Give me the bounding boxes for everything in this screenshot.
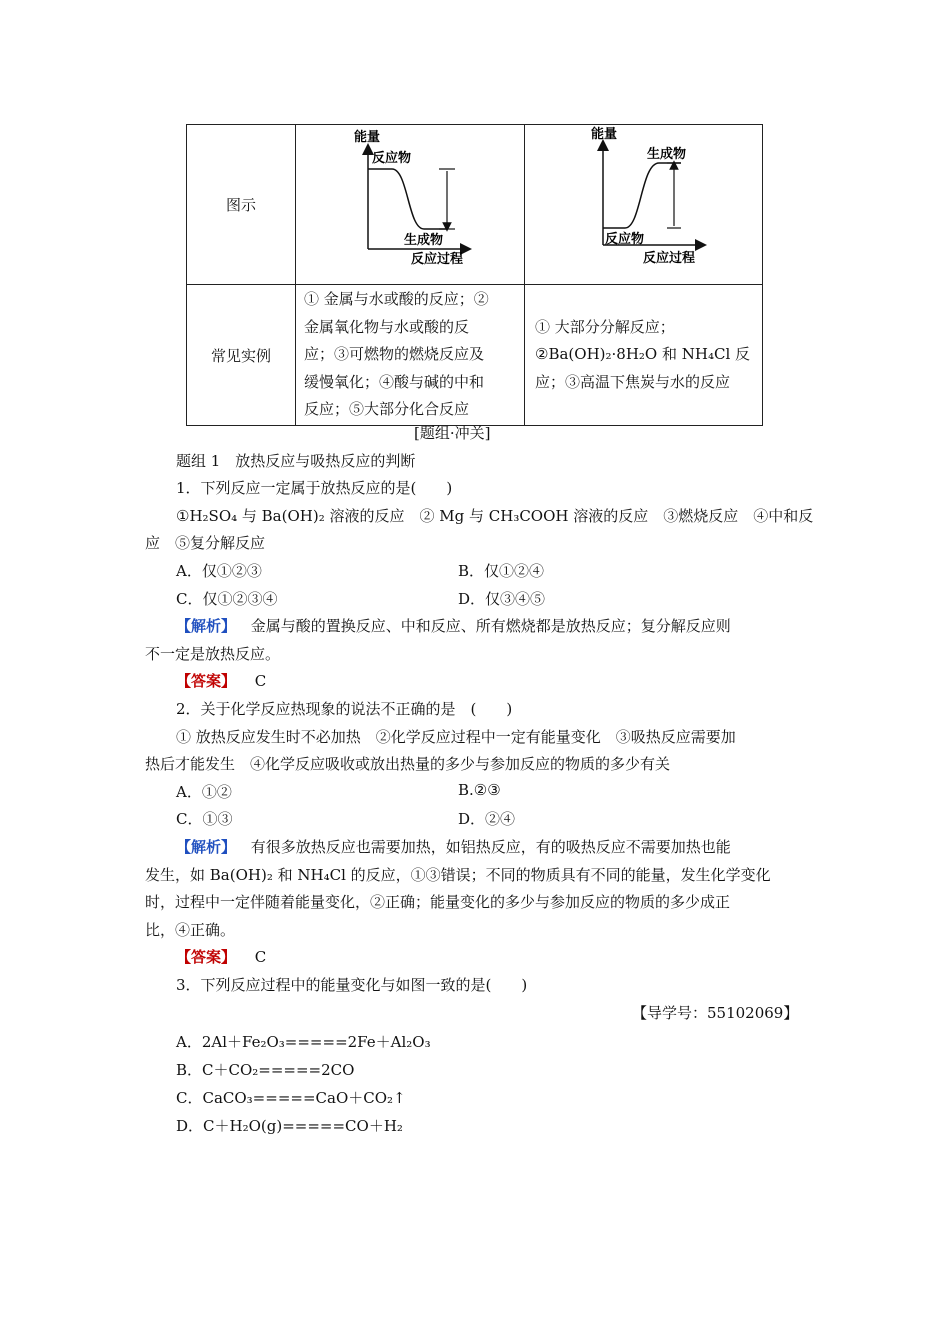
- endothermic-examples: [525, 285, 763, 426]
- endothermic-energy-diagram: [525, 125, 762, 280]
- row-label-diagram: 图示: [187, 125, 296, 285]
- energy-curve: [368, 169, 446, 229]
- q2-option-a: A．①②: [176, 783, 232, 801]
- section-header: [题组·冲关]: [414, 424, 491, 442]
- q3-option-d: D．C＋H₂O(g)=====CO＋H₂: [176, 1117, 403, 1135]
- q3-option-b: B．C＋CO₂=====2CO: [176, 1061, 355, 1079]
- analysis-text: 有很多放热反应也需要加热，如铝热反应，有的吸热反应不需要加热也能: [250, 838, 731, 856]
- q1-answer: [176, 670, 266, 691]
- q3-guide-number: 【导学号：55102069】: [632, 1004, 799, 1022]
- q2-analysis-line3: 时，过程中一定伴随着能量变化，②正确；能量变化的多少与参加反应的物质的多少成正: [145, 893, 731, 911]
- example-line: ②Ba(OH)₂·8H₂O 和 NH₄Cl 反: [535, 345, 751, 364]
- q1-option-b: B．仅①②④: [458, 562, 545, 580]
- q1-option-a: A．仅①②③: [176, 562, 262, 580]
- analysis-tag: 【解析】: [176, 617, 237, 635]
- example-line: 缓慢氧化；④酸与碱的中和: [304, 372, 485, 391]
- q1-stem: 1．下列反应一定属于放热反应的是( ): [176, 479, 453, 497]
- example-line: 反应；⑤大部分化合反应: [304, 400, 470, 419]
- q2-option-d: D．②④: [458, 810, 516, 828]
- group-title: 题组 1 放热反应与吸热反应的判断: [176, 452, 416, 470]
- y-axis-label: 能量: [354, 130, 381, 145]
- table-row-examples: [187, 285, 763, 426]
- q1-items-line1: ①H₂SO₄ 与 Ba(OH)₂ 溶液的反应 ② Mg 与 CH₃COOH 溶液的反应 ③燃烧反应 ④中和反: [176, 507, 814, 525]
- reactant-label: 反应物: [372, 151, 412, 166]
- product-label: 生成物: [647, 147, 687, 162]
- example-line: ① 大部分分解反应；: [535, 317, 675, 336]
- q2-analysis-line1: [176, 836, 731, 857]
- analysis-text: 金属与酸的置换反应、中和反应、所有燃烧都是放热反应；复分解反应则: [250, 617, 731, 635]
- q2-option-b: B.②③: [458, 781, 501, 799]
- answer-value: C: [254, 672, 267, 690]
- exothermic-examples: [296, 285, 525, 426]
- example-line: 应；③高温下焦炭与水的反应: [535, 372, 731, 391]
- q2-option-c: C．①③: [176, 810, 233, 828]
- q3-option-a: A．2Al＋Fe₂O₃=====2Fe＋Al₂O₃: [176, 1033, 431, 1051]
- reaction-type-table: [186, 124, 763, 426]
- example-line: 金属氧化物与水或酸的反: [304, 317, 470, 336]
- answer-tag: 【答案】: [176, 672, 237, 690]
- q2-analysis-line4: 比，④正确。: [145, 921, 236, 939]
- y-axis-label: 能量: [591, 127, 618, 142]
- energy-curve: [603, 163, 681, 228]
- exothermic-diagram-cell: [296, 125, 525, 285]
- q1-items-line2: 应 ⑤复分解反应: [145, 534, 266, 552]
- q2-items-line1: ① 放热反应发生时不必加热 ②化学反应过程中一定有能量变化 ③吸热反应需要加: [176, 728, 736, 746]
- x-axis-label: 反应过程: [411, 252, 464, 267]
- table-row-diagram: [187, 125, 763, 285]
- analysis-tag: 【解析】: [176, 838, 237, 856]
- endothermic-diagram-cell: [525, 125, 763, 285]
- reactant-label: 反应物: [605, 232, 645, 247]
- exothermic-energy-diagram: [296, 125, 524, 280]
- q2-answer: [176, 946, 266, 967]
- q3-stem: 3．下列反应过程中的能量变化与如图一致的是( ): [176, 976, 528, 994]
- q1-option-d: D．仅③④⑤: [458, 590, 546, 608]
- q2-items-line2: 热后才能发生 ④化学反应吸收或放出热量的多少与参加反应的物质的多少有关: [145, 755, 671, 773]
- q2-stem: 2．关于化学反应热现象的说法不正确的是 ( ): [176, 700, 513, 718]
- q1-analysis-line1: [176, 615, 731, 636]
- answer-value: C: [254, 948, 267, 966]
- q1-analysis-line2: 不一定是放热反应。: [145, 645, 281, 663]
- x-axis-label: 反应过程: [643, 251, 696, 266]
- q2-analysis-line2: 发生，如 Ba(OH)₂ 和 NH₄Cl 的反应，①③错误；不同的物质具有不同的能量，发生化学变化: [145, 866, 771, 884]
- row-label-examples: 常见实例: [187, 285, 296, 426]
- q1-option-c: C．仅①②③④: [176, 590, 278, 608]
- answer-tag: 【答案】: [176, 948, 237, 966]
- product-label: 生成物: [404, 233, 444, 248]
- q3-option-c: C．CaCO₃=====CaO＋CO₂↑: [176, 1089, 406, 1107]
- example-line: 应；③可燃物的燃烧反应及: [304, 345, 485, 364]
- example-line: ① 金属与水或酸的反应；②: [304, 290, 489, 309]
